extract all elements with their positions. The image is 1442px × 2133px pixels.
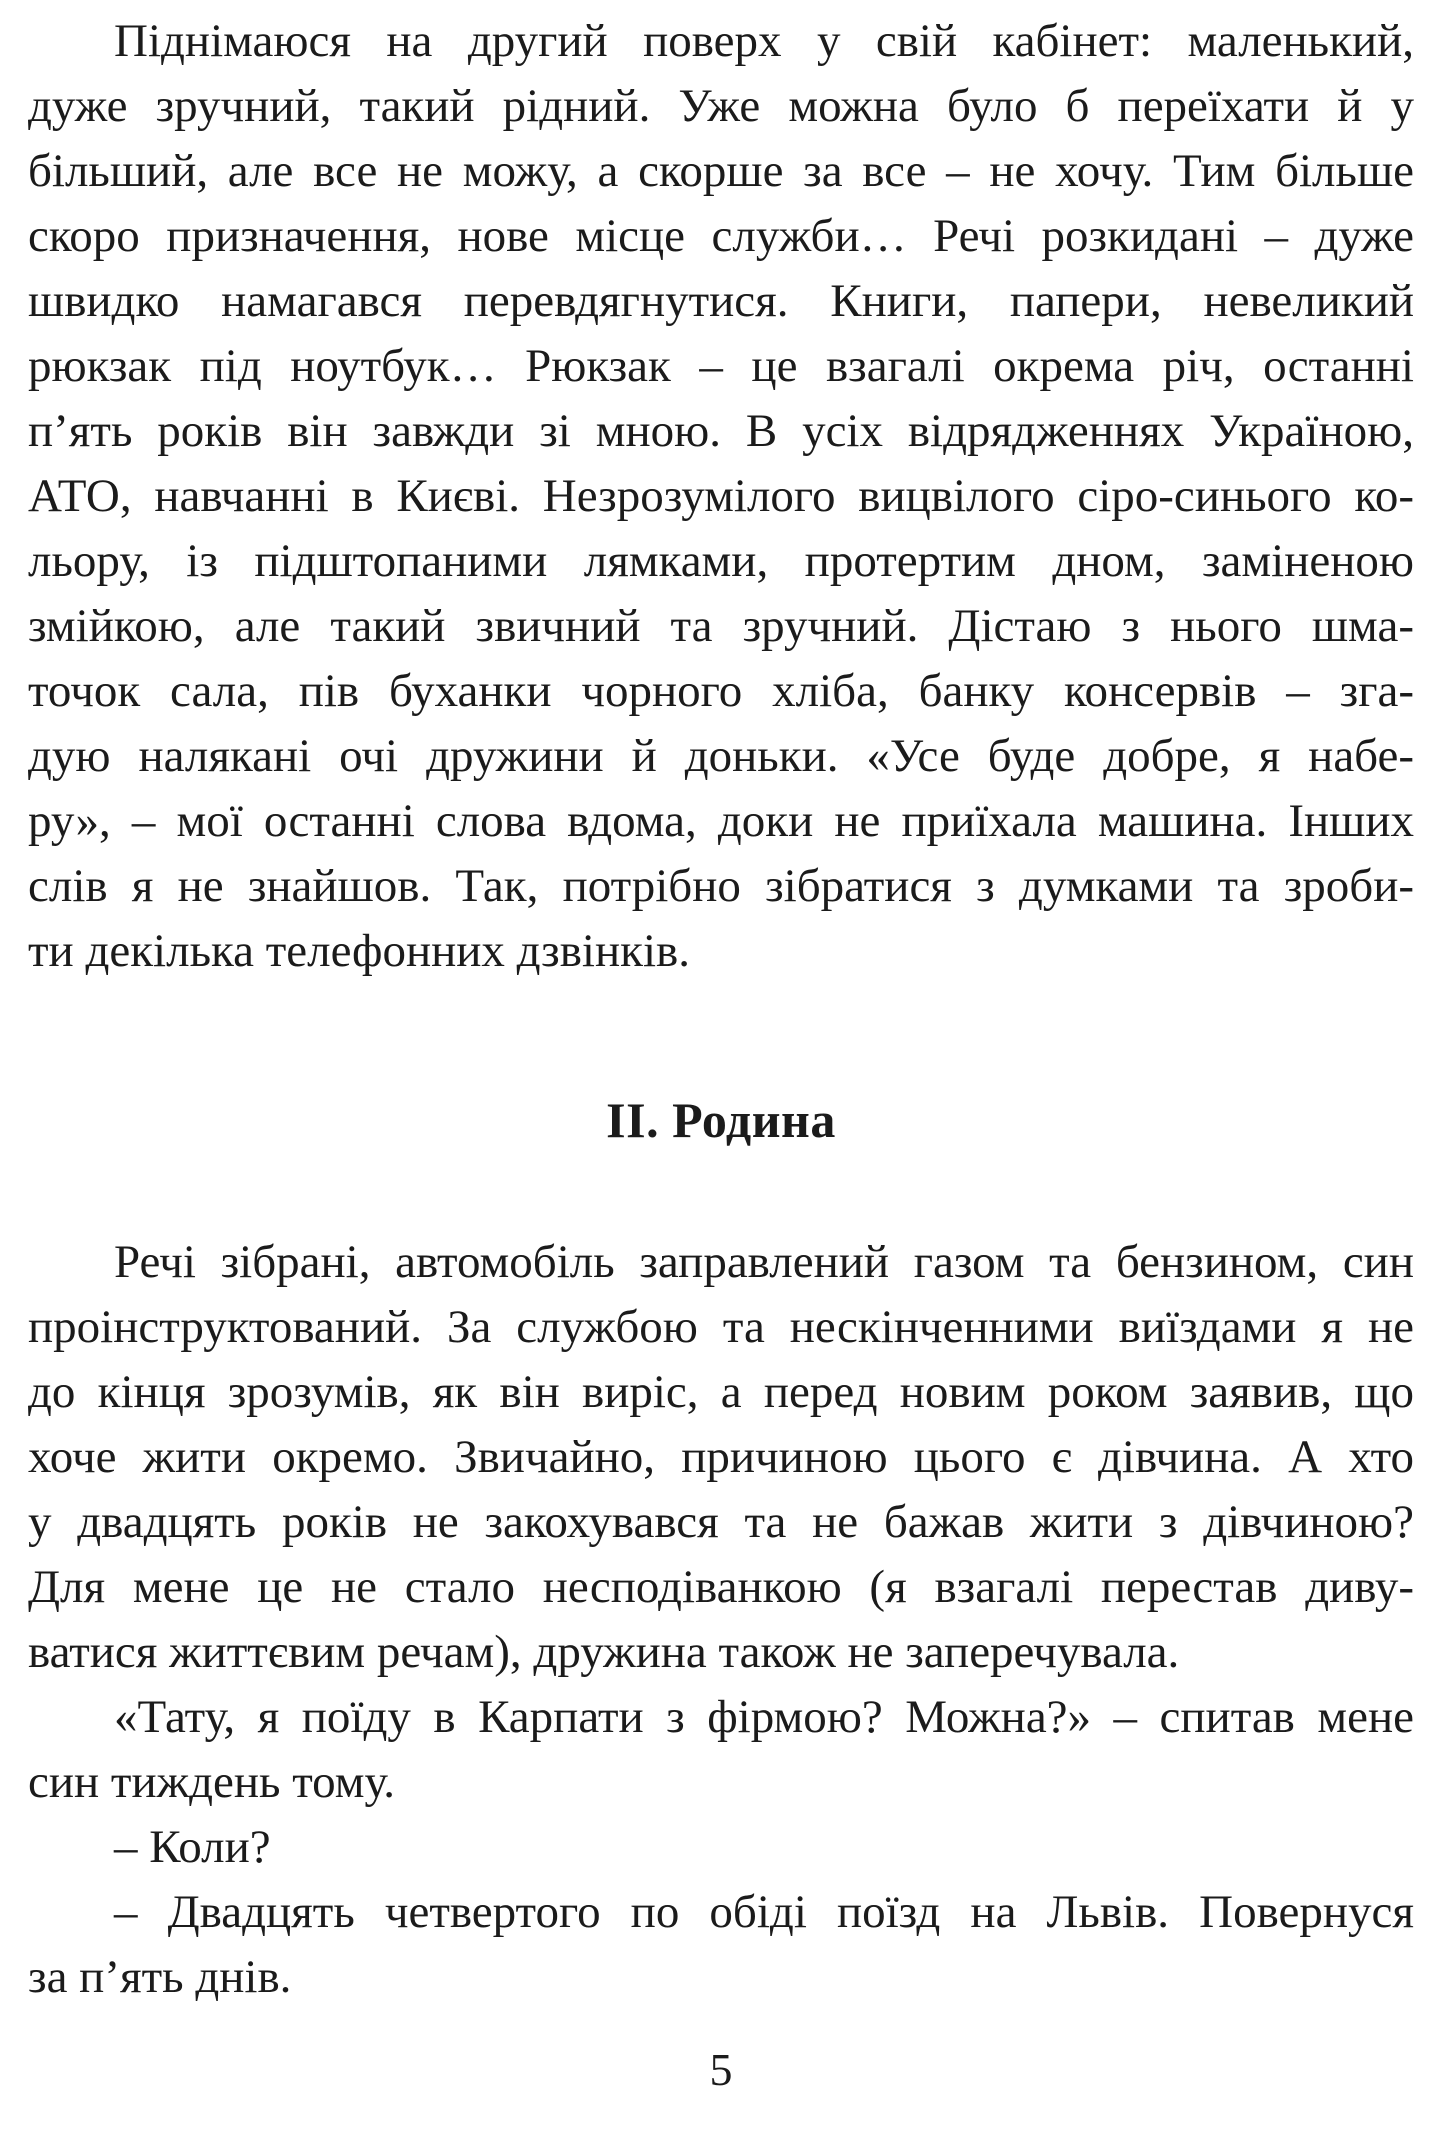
paragraph-3 bbox=[28, 1685, 1414, 1815]
paragraph-3-text bbox=[28, 1685, 1414, 1815]
text-line: – Коли? bbox=[114, 1821, 271, 1873]
book-page bbox=[28, 0, 1414, 2133]
paragraph-5-text bbox=[28, 1880, 1414, 2010]
text-line: Речі зібрані, автомобіль заправлений газом та бензином, син bbox=[114, 1236, 1414, 1288]
text-line: рюкзак під ноутбук… Рюкзак – це взагалі окрема річ, останні bbox=[28, 340, 1414, 392]
paragraph-4 bbox=[28, 1815, 1414, 1880]
paragraph-2-text bbox=[28, 1230, 1414, 1685]
text-line: змійкою, але такий звичний та зручний. Дістаю з нього шма- bbox=[28, 600, 1414, 652]
paragraph-1-text bbox=[28, 9, 1414, 984]
text-line: більший, але все не можу, а скорше за все – не хочу. Тим більше bbox=[28, 145, 1414, 197]
text-line: – Двадцять четвертого по обіді поїзд на Львів. Повернуся bbox=[114, 1886, 1414, 1938]
text-line: п’ять років він завжди зі мною. В усіх відрядженнях Україною, bbox=[28, 405, 1414, 457]
text-line: хоче жити окремо. Звичайно, причиною цього є дівчина. А хто bbox=[28, 1431, 1414, 1483]
text-line: АТО, навчанні в Києві. Незрозумілого вицвілого сіро-синього ко- bbox=[28, 470, 1414, 522]
paragraph-4-text bbox=[28, 1815, 1414, 1880]
text-line: ти декілька телефонних дзвінків. bbox=[28, 925, 690, 977]
text-line: проінструктований. За службою та нескінченними виїздами я не bbox=[28, 1301, 1414, 1353]
text-line: льору, із підштопаними лямками, протертим дном, заміненою bbox=[28, 535, 1414, 587]
text-line: дуже зручний, такий рідний. Уже можна було б переїхати й у bbox=[28, 80, 1414, 132]
text-line: до кінця зрозумів, як він виріс, а перед новим роком заявив, що bbox=[28, 1366, 1414, 1418]
text-line: дую налякані очі дружини й доньки. «Усе буде добре, я набе- bbox=[28, 730, 1414, 782]
text-line: слів я не знайшов. Так, потрібно зібратися з думками та зроби- bbox=[28, 860, 1414, 912]
text-line: Для мене це не стало несподіванкою (я взагалі перестав диву- bbox=[28, 1561, 1414, 1613]
text-line: за п’ять днів. bbox=[28, 1951, 292, 2003]
paragraph-1 bbox=[28, 9, 1414, 984]
text-line: швидко намагався перевдягнутися. Книги, папери, невеликий bbox=[28, 275, 1414, 327]
paragraph-2 bbox=[28, 1230, 1414, 1685]
text-line: у двадцять років не закохувався та не бажав жити з дівчиною? bbox=[28, 1496, 1414, 1548]
section-heading: ІІ. Родина bbox=[606, 1092, 836, 1148]
text-line: ватися життєвим речам), дружина також не заперечувала. bbox=[28, 1626, 1180, 1678]
paragraph-5 bbox=[28, 1880, 1414, 2010]
text-line: син тиждень тому. bbox=[28, 1756, 396, 1808]
page-number: 5 bbox=[709, 2044, 733, 2095]
text-line: точок сала, пів буханки чорного хліба, банку консервів – зга- bbox=[28, 665, 1414, 717]
text-line: скоро призначення, нове місце служби… Речі розкидані – дуже bbox=[28, 210, 1414, 262]
text-line: «Тату, я поїду в Карпати з фірмою? Можна?» – спитав мене bbox=[114, 1691, 1414, 1743]
text-line: ру», – мої останні слова вдома, доки не приїхала машина. Інших bbox=[28, 795, 1414, 847]
text-line: Піднімаюся на другий поверх у свій кабінет: маленький, bbox=[114, 15, 1414, 67]
